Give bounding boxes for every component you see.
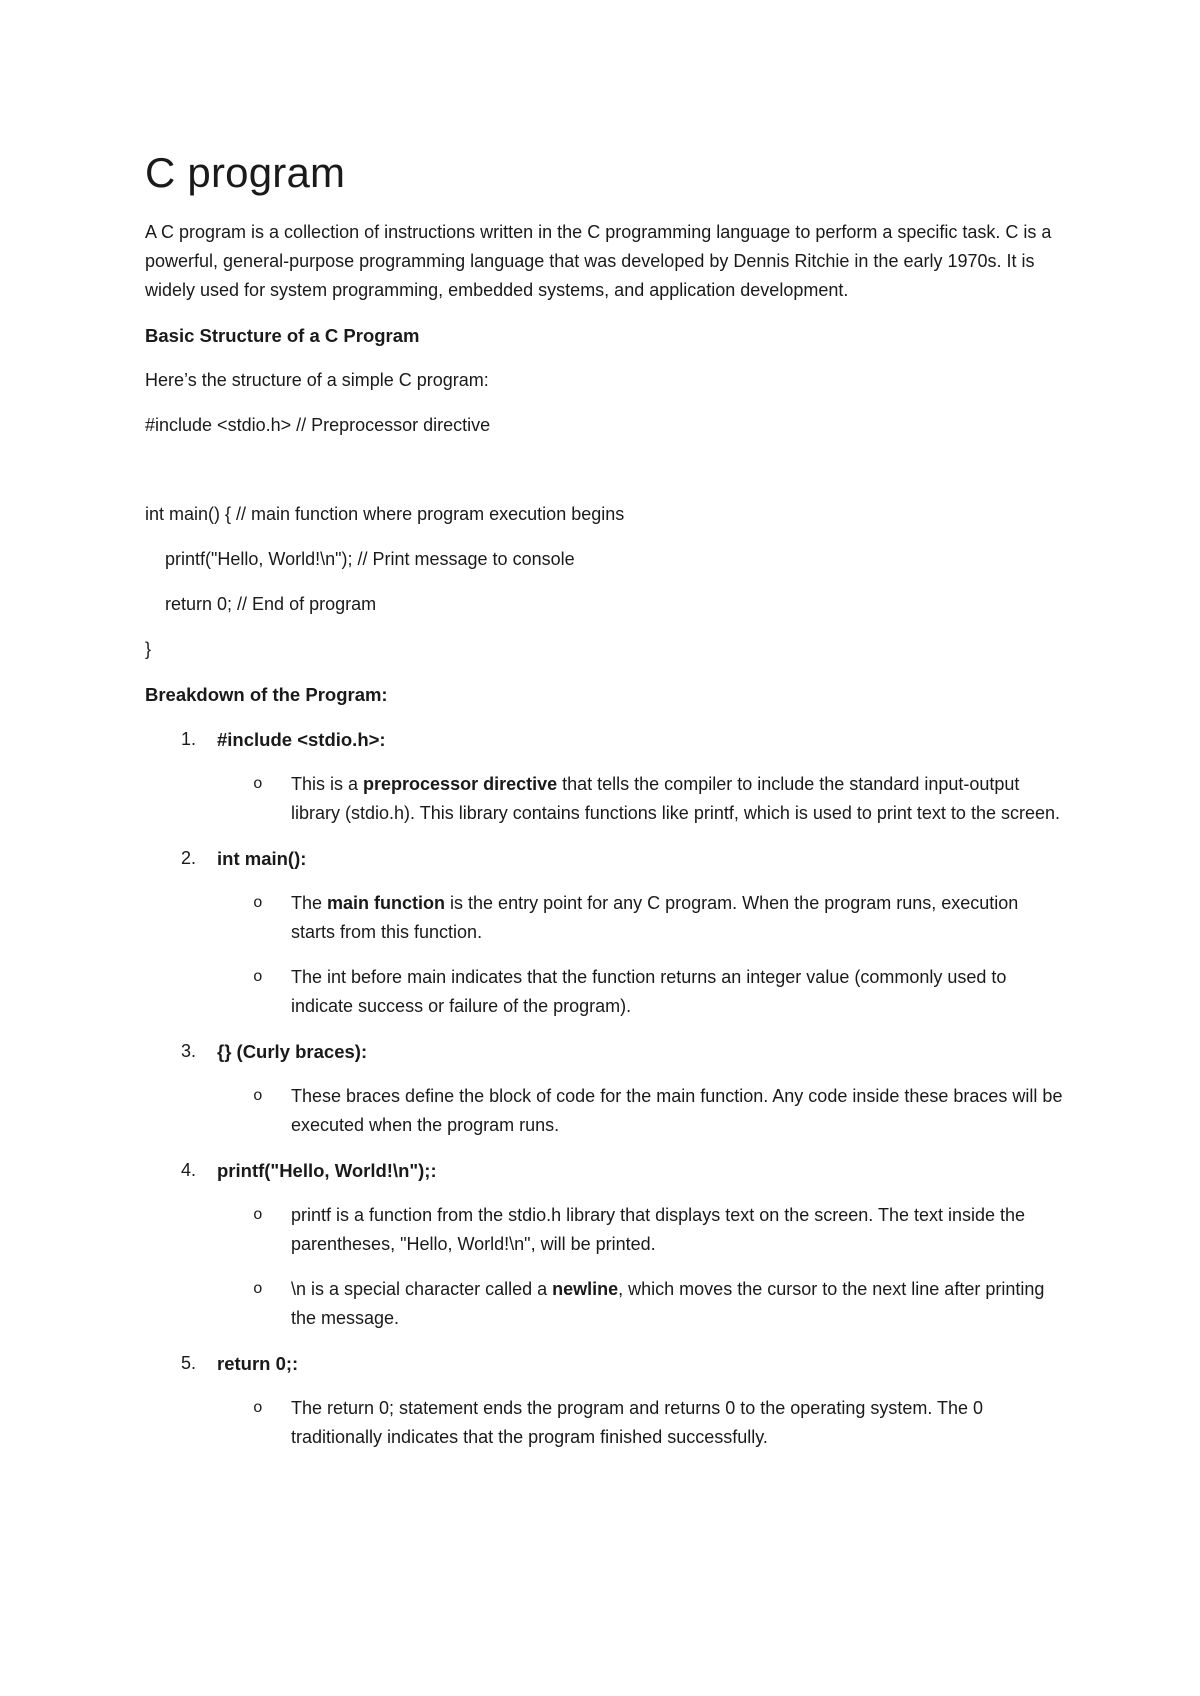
breakdown-item: [145, 1037, 1065, 1140]
list-number: 2.: [181, 848, 197, 869]
list-number: 3.: [181, 1041, 197, 1062]
code-block: [145, 411, 1065, 664]
bullet-marker: o: [253, 775, 263, 794]
bullet-text-post: that tells the compiler to include the standard input-output library (stdio.h). This library contains functions like printf, which is used to print text to the screen.: [291, 774, 1060, 824]
document-body: [145, 150, 1065, 1468]
bullet-marker: o: [253, 894, 263, 913]
bullet-text-bold: main function: [327, 893, 446, 914]
sub-bullet-item: [145, 1394, 1065, 1452]
bullet-marker: o: [253, 1280, 263, 1299]
document-title: C program: [145, 149, 346, 196]
sub-bullet-item: [145, 963, 1065, 1021]
breakdown-item-title: printf("Hello, World!\n");:: [217, 1160, 437, 1182]
breakdown-item-heading: [145, 1037, 1065, 1066]
breakdown-item-title: return 0;:: [217, 1353, 299, 1375]
breakdown-item: [145, 1156, 1065, 1333]
code-line-include: #include <stdio.h> // Preprocessor directive: [145, 415, 491, 436]
breakdown-heading: Breakdown of the Program:: [145, 684, 388, 706]
code-line-close-brace: }: [145, 639, 152, 660]
breakdown-item: [145, 725, 1065, 828]
bullet-text: These braces define the block of code for the main function. Any code inside these braces will be executed when the program runs.: [291, 1086, 1063, 1136]
bullet-text-bold: newline: [552, 1279, 619, 1300]
structure-lead: Here’s the structure of a simple C program:: [145, 370, 489, 391]
bullet-text-pre: This is a: [291, 774, 364, 795]
bullet-text-pre: The: [291, 893, 328, 914]
bullet-text-post: is the entry point for any C program. When the program runs, execution starts from this function.: [291, 893, 1019, 943]
bullet-text: printf is a function from the stdio.h library that displays text on the screen. The text inside the parentheses, "Hello, World!\n", will be printed.: [291, 1205, 1026, 1255]
sub-bullet-item: [145, 1275, 1065, 1333]
code-line-return: return 0; // End of program: [165, 594, 377, 615]
sub-bullet-item: [145, 1082, 1065, 1140]
breakdown-item-heading: [145, 844, 1065, 873]
breakdown-item-heading: [145, 1156, 1065, 1185]
bullet-text-post: , which moves the cursor to the next line after printing the message.: [291, 1279, 1045, 1329]
code-line-main: int main() { // main function where program execution begins: [145, 504, 625, 525]
intro-paragraph: A C program is a collection of instructions written in the C programming language to perform a specific task. C is a powerful, general-purpose programming language that was developed by Dennis Ritchie in the early 1970s. It is widely used for system programming, embedded systems, and application development.: [145, 222, 1052, 301]
breakdown-list: [145, 725, 1065, 1452]
breakdown-item: [145, 844, 1065, 1021]
code-line-printf: printf("Hello, World!\n"); // Print message to console: [165, 549, 575, 570]
bullet-marker: o: [253, 1087, 263, 1106]
breakdown-item-title: {} (Curly braces):: [217, 1041, 368, 1063]
bullet-marker: o: [253, 968, 263, 987]
bullet-text-bold: preprocessor directive: [363, 774, 558, 795]
breakdown-item-title: #include <stdio.h>:: [217, 729, 386, 751]
code-blank-line: [145, 456, 1065, 500]
bullet-marker: o: [253, 1206, 263, 1225]
breakdown-item: [145, 1349, 1065, 1452]
bullet-text-pre: \n is a special character called a: [291, 1279, 553, 1300]
sub-bullet-item: [145, 1201, 1065, 1259]
sub-bullet-item: [145, 770, 1065, 828]
list-number: 4.: [181, 1160, 197, 1181]
list-number: 1.: [181, 729, 197, 750]
structure-heading: Basic Structure of a C Program: [145, 325, 420, 347]
bullet-text: The int before main indicates that the function returns an integer value (commonly used to indicate success or failure of the program).: [291, 967, 1007, 1017]
bullet-marker: o: [253, 1399, 263, 1418]
sub-bullet-item: [145, 889, 1065, 947]
bullet-text: The return 0; statement ends the program and returns 0 to the operating system. The 0 traditionally indicates that the program finished successfully.: [291, 1398, 984, 1448]
breakdown-item-title: int main():: [217, 848, 307, 870]
breakdown-item-heading: [145, 725, 1065, 754]
list-number: 5.: [181, 1353, 197, 1374]
breakdown-item-heading: [145, 1349, 1065, 1378]
